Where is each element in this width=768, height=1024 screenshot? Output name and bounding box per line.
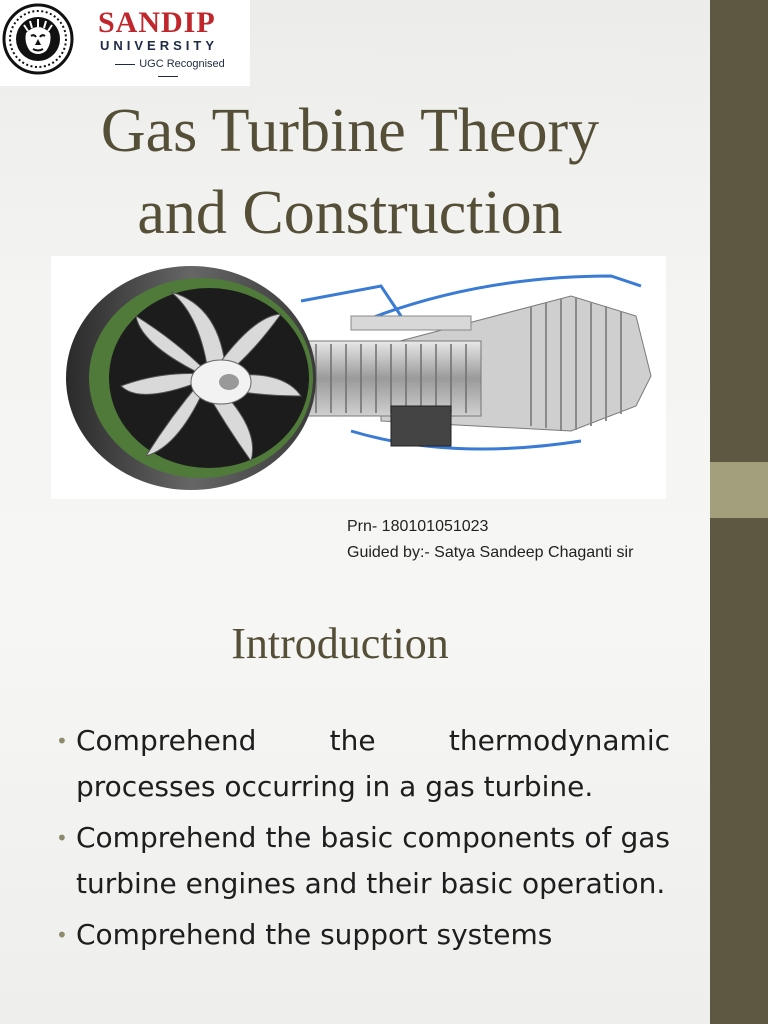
bullet-text: Comprehend the basic components of gas turbine engines and their basic operation. xyxy=(76,821,670,900)
slide-title-line-2: and Construction xyxy=(137,179,563,247)
bullet-item xyxy=(52,718,670,810)
slide-title-line-1: Gas Turbine Theory xyxy=(100,97,600,165)
logo-subtitle: UNIVERSITY xyxy=(100,38,219,53)
logo-tagline xyxy=(98,58,238,82)
bullet-text: Comprehend the thermodynamic processes occurring in a gas turbine. xyxy=(76,724,670,803)
jet-engine-illustration xyxy=(51,256,666,499)
bullet-icon: • xyxy=(56,923,68,947)
jet-engine-image xyxy=(51,256,666,499)
logo-name: SANDIP xyxy=(98,6,216,39)
introduction-heading: Introduction xyxy=(231,619,449,668)
bullet-icon: • xyxy=(56,826,68,850)
guide-name: Guided by:- Satya Sandeep Chaganti sir xyxy=(347,544,634,561)
lion-emblem-icon xyxy=(2,3,74,75)
slide-title xyxy=(40,90,660,254)
prn-number: Prn- 180101051023 xyxy=(347,518,489,535)
university-logo xyxy=(0,0,250,86)
logo-tagline-text: UGC Recognised xyxy=(139,58,225,70)
bullet-item xyxy=(52,815,670,907)
student-info xyxy=(347,514,633,566)
bullet-item xyxy=(52,912,670,958)
decorative-side-accent xyxy=(710,462,768,518)
introduction-bullet-list xyxy=(52,718,670,963)
bullet-text: Comprehend the support systems xyxy=(76,918,553,951)
bullet-icon: • xyxy=(56,729,68,753)
